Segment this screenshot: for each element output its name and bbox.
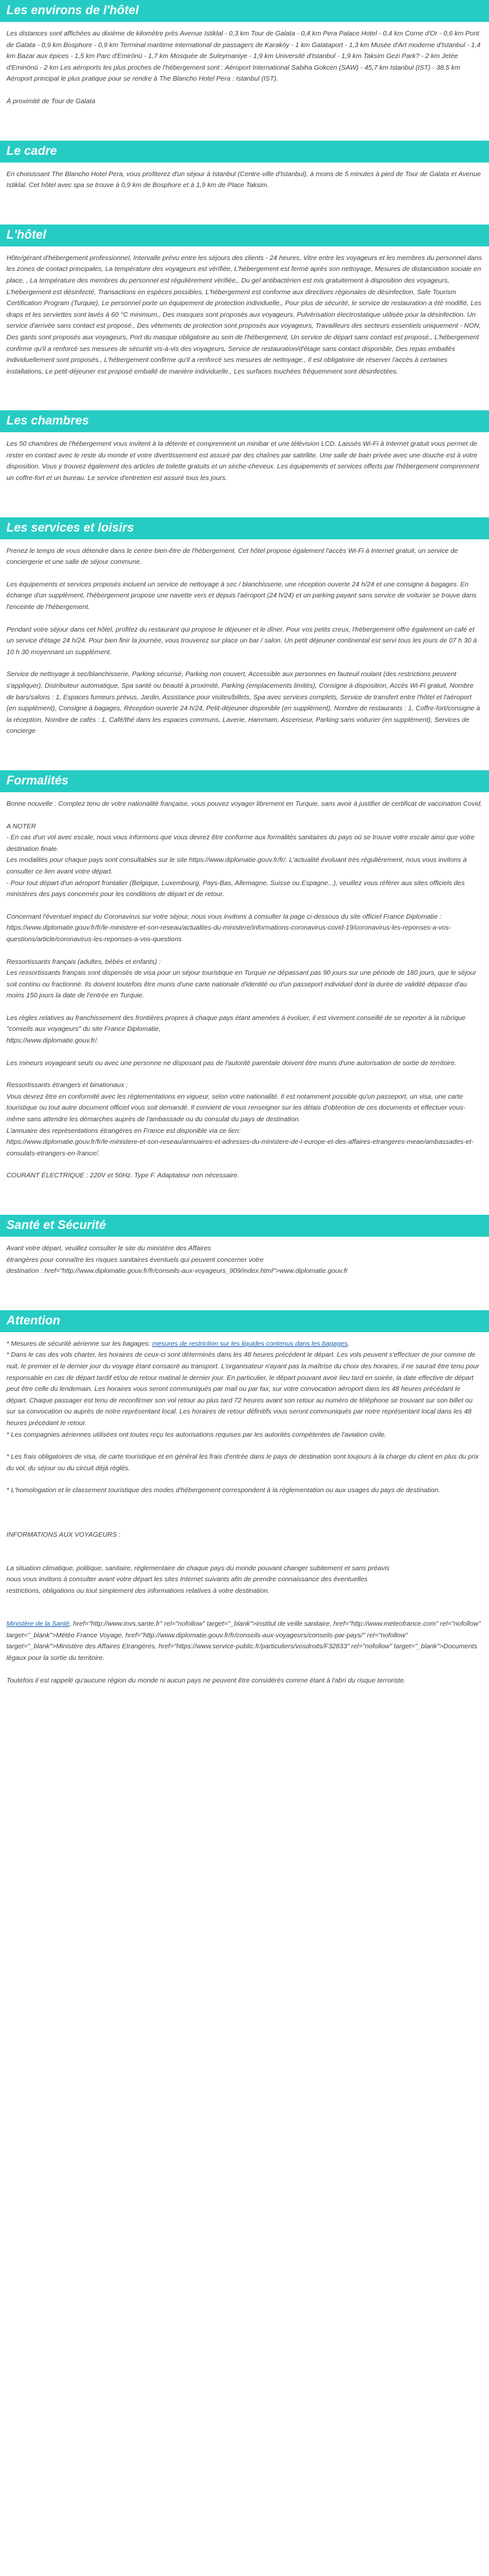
section-heading-attention: Attention — [0, 1310, 489, 1332]
attention-paragraph: INFORMATIONS AUX VOYAGEURS : — [6, 1531, 121, 1539]
section — [0, 225, 489, 411]
section-body — [0, 799, 489, 1182]
section-body — [0, 28, 489, 108]
section — [0, 0, 489, 141]
attention-paragraph — [6, 1339, 483, 1441]
section-paragraph: Les équipements et services proposés incluent un service de nettoyage à sec / blanchisserie, une réception ouverte 24 h/24 et une consigne à bagages. En échange d'un supplément, l'hébergement propose une navette vers et depuis l'aéroport (24 h/24) et un parking payant sans service de voiturier se trouve dans l'enceinte de l'hébergement. — [6, 581, 479, 612]
section-paragraph: Ressortissants français (adultes, bébés et enfants) : Les ressortissants français sont dispensés de visa pour un séjour touristique en Turquie ne dépassant pas 90 jours sur une période de 180 jours, que le séjour soit continu ou fractionné. Ils doivent toutefois être munis d'une carte nationale d'identité ou d'un passeport individuel dont la durée de validité dépasse d'au moins 150 jours la date de l'entrée en Turquie. — [6, 958, 477, 1000]
spacer — [6, 1608, 483, 1619]
section-paragraph: Service de nettoyage à sec/blanchisserie, Parking sécurisé, Parking non couvert, Accessible aux personnes en fauteuil roulant (des restrictions peuvent s'appliquer), Distributeur automatique, Spa santé ou beauté à proximité, Parking (emplacements limités), Consigne à disposition, Accès Wi-Fi gratuit, Nombre de bars/salons : 1, Espaces fumeurs prévus, Jardin, Assistance pour visites/billets, Spa avec services complets, Service de transfert entre l'hôtel et l'aéroport (en supplément), Consigne à bagages, Réception ouverte 24 h/24, Petit-déjeuner disponible (en supplément), Nombre de restaurants : 1, Coffre-fort/consigne à la réception, Nombre de cafés : 1, Café/thé dans les espaces communs, Laverie, Hammam, Ascenseur, Parking sans voiturier (en supplément), Services de concierge — [6, 671, 483, 735]
spacer — [6, 1519, 483, 1530]
section-paragraph: Bonne nouvelle : Comptez tenu de votre nationalité française, vous pouvez voyager librement en Turquie, sans avoir à justifier de certificat de vaccination Covid. — [6, 800, 483, 808]
attention-paragraph — [6, 1619, 483, 1664]
attention-text: . * Dans le cas des vols charter, les horaires de ceux-ci sont déterminés dans les 48 heures précédent le départ. Les vols peuvent s'effectuer de jour comme de nuit, le premier et le dernier jour du voyage étant consacré au transport. L'organisateur n'ayant pas la maîtrise du choix des horaires, il ne saurait être tenu pour responsable en cas de départ tardif et/ou de retour matinal le dernier jour. En particulier, le départ pouvant avoir lieu tard en soirée, la date effective de départ peut être celle du lendemain. Les horaires vous seront communiqués par mail ou par fax, sur votre convocation aéroport dans les 48 heures précédant le départ. Chaque passager est tenu de reconfirmer son vol retour au plus tard 72 heures avant son retour au numéro de téléphone se trouvant sur son billet ou sur sa convocation ou auprès de notre représentant local. Les horaires de retour définitifs vous seront communiqués par notre représentant local dans les 48 heures précédant le retour. * Les compagnies aériennes utilisées ont toutes reçu les autorisations requises par les autorités compétentes de l'aviation civile. — [6, 1340, 479, 1439]
section-paragraph: Les mineurs voyageant seuls ou avec une personne ne disposant pas de l'autorité parentale doivent être munis d'une autorisation de sortie de territoire. — [6, 1059, 457, 1067]
section-body — [0, 1243, 489, 1277]
section-paragraph: Les règles relatives au franchissement des frontières propres à chaque pays étant amenées à évoluer, il est vivement conseillé de se reporter à la rubrique "conseils aux voyageurs" du site France Diplomatie, https://www.diplomatie.gouv.fr/. — [6, 1014, 466, 1045]
attention-paragraph: * Les frais obligatoires de visa, de carte touristique et en général les frais d'entrée dans le pays de destination sont toujours à la charge du client en plus du prix du vol, du séjour ou du circuit déjà réglés. — [6, 1453, 481, 1472]
section — [0, 141, 489, 225]
section-paragraph: Ressortissants étrangers et binationaux : Vous devrez être en conformité avec les réglementations en vigueur, selon votre nationalité. Il est notamment possible qu'un passeport, un visa, une carte touristique ou tout autre document officiel vous soit demandé. Il convient de vous renseigner sur les délais d'obtention de ces documents et effectuer vous-même sans attendre les démarches auprès de l'ambassade ou du consulat du pays de destination. L'annuaire des représentations étrangères en France est disponible via ce lien: https://www.diplomatie.gouv.fr/fr/le-ministere-et-son-reseau/annuaires-et-adresses-du-ministere-de-l-europe-et-des-affaires-etrangeres-meae/ambassades-et-consulats-etrangers-en-france/. — [6, 1082, 474, 1157]
section-paragraph: A NOTER - En cas d'un vol avec escale, nous vous informons que vous devrez être conforme aux formalités sanitaires du pays où se trouve votre escale ainsi que votre destination finale. Les modalités pour chaque pays sont consultables sur le site https://www.diplomatie.gouv.fr/fr/. L'actualité évoluant très régulièrement, nous vous invitons à consulter ce lien avant votre départ. - Pour tout départ d'un aéroport frontalier (Belgique, Luxembourg, Pays-Bas, Allemagne, Suisse ou Espagne...), veuillez vous référer aux sites officiels des ministères des pays concernés pour les conditions de départ et de retour. — [6, 823, 475, 899]
section-heading: L'hôtel — [0, 225, 489, 246]
spacer — [6, 1552, 483, 1563]
attention-text: , href="http://www.invs.sante.fr" rel="nofollow" target="_blank">Institut de veille sanitaire, href="http://www.meteofrance.com" rel="nofollow" target="_blank">Météo France Voyage, href="http://www.diplomatie.gouv.fr/fr/conseils-aux-voyageurs/conseils-par-pays/" rel="nofollow" target="_blank">Ministère des Affaires Etrangères, href="https://www.service-public.fr/particuliers/vosdroits/F32833" rel="nofollow" target="_blank">Documents légaux pour la sortie du territoire. — [6, 1621, 483, 1662]
section-body — [0, 546, 489, 737]
section-paragraph: Les 50 chambres de l'hébergement vous invitent à la détente et comprennent un minibar et une télévision LCD. Laissés Wi-Fi à Internet gratuit vous permet de rester en contact avec le reste du monde et votre divertissement est assuré par des chaînes par satellite. Une salle de bain privée avec une douche est à votre disposition. Vous y trouvez également des articles de toilette gratuits et un sèche-cheveux. Les équipements et services offerts par l'hébergement comprennent un coffre-fort et un bureau. Le service d'entretien est assuré tous les jours. — [6, 441, 481, 483]
section-paragraph: Prenez le temps de vous détendre dans le centre bien-être de l'hébergement. Cet hôtel propose également l'accès Wi-Fi à Internet gratuit, un service de conciergerie et une salle de séjour commune. — [6, 547, 460, 566]
section — [0, 770, 489, 1215]
attention-text: * Mesures de sécurité aérienne sur les bagages: — [6, 1340, 152, 1348]
section-heading: Les services et loisirs — [0, 517, 489, 539]
section-heading: Santé et Sécurité — [0, 1215, 489, 1237]
section-paragraph: À proximité de Tour de Galata — [6, 97, 95, 105]
health-ministry-link[interactable]: Ministère de la Santé — [6, 1621, 70, 1628]
section-heading: Le cadre — [0, 141, 489, 163]
liquids-restriction-link[interactable]: mesures de restriction sur les liquides contenus dans les bagages — [152, 1340, 348, 1348]
section-body — [0, 253, 489, 378]
section — [0, 410, 489, 517]
section-paragraph: COURANT ÉLECTRIQUE : 220V et 50Hz. Type F. Adaptateur non nécessaire. — [6, 1172, 239, 1180]
section-body — [0, 169, 489, 192]
attention-paragraph: Toutefois il est rappelé qu'aucune région du monde ni aucun pays ne peuvent être considérés comme étant à l'abri du risque terroriste. — [6, 1677, 406, 1684]
section-paragraph: En choisissant The Blancho Hotel Pera, vous profiterez d'un séjour à Istanbul (Centre-ville d'Istanbul), à moins de 5 minutes à pied de Tour de Galata et Avenue Istiklal. Cet hôtel avec spa se trouve à 0,9 km de Bosphore et à 1,9 km de Place Taksim. — [6, 170, 483, 190]
section-body-attention — [0, 1339, 489, 1686]
section-heading: Les chambres — [0, 410, 489, 432]
section-paragraph: Pendant votre séjour dans cet hôtel, profitez du restaurant qui propose le déjeuner et le dîner. Pour vos petits creux, l'hébergement offre également un café et un service d'étage 24 h/24. Pour bien finir la journée, vous trouverez sur place un bar / salon. Un petit déjeuner continental est servi tous les jours de 07 h 30 à 10 h 30 moyennant un supplément. — [6, 626, 479, 656]
section — [0, 517, 489, 770]
section-heading: Formalités — [0, 770, 489, 792]
spacer — [6, 1508, 483, 1519]
section-attention — [0, 1310, 489, 1719]
section-heading: Les environs de l'hôtel — [0, 0, 489, 22]
section-paragraph: Hôte/gérant d'hébergement professionnel, Intervalle prévu entre les séjours des clients - 24 heures, Vitre entre les voyageurs et les membres du personnel dans les zones de contact principales, La température des voyageurs est vérifiée, L'hébergement est fermé après son nettoyage, Mesures de distanciation sociale en place, , La température des membres du personnel est régulièrement vérifiée,, Du gel antibactérien est mis gratuitement à disposition des voyageurs, L'hébergement est désinfecté, Transactions en espèces possibles, L'hébergement est conforme aux directives régionales de désinfection, Safe Tourism Certification Program (Turquie), Le personnel porte un équipement de protection individuelle,, Pour plus de sécurité, le service de restauration a été modifié, Les draps et les serviettes sont lavés à 60 °C minimum,, Des masques sont proposés aux voyageurs, Pulvérisation électrostatique utilisée pour la désinfection. Un service d'arrivée sans contact est proposé., Des vêtements de protection sont proposés aux voyageurs, Travailleurs des secteurs essentiels uniquement - NON, Des gants sont proposés aux voyageurs, Port du masque obligatoire au sein de l'hébergement, Un service de départ sans contact est proposé., L'hébergement confirme qu'il a renforcé ses mesures de sécurité vis-à-vis des voyageurs, Service de restauration/d'étage sans contact disponible, Des repas emballés individuellement sont proposés., L'hébergement confirme qu'il a renforcé ses mesures de nettoyage., Il est obligatoire de réserver l'accès à certaines installations, Le petit-déjeuner est proposé emballé de manière individuelle., Les surfaces touchées fréquemment sont désinfectées. — [6, 254, 484, 375]
section — [0, 1215, 489, 1310]
attention-paragraph: * L'homologation et le classement touristique des modes d'hébergement correspondent à la réglementation ou aux usages du pays de destination. — [6, 1487, 441, 1495]
section-paragraph: Concernant l'éventuel impact du Coronavirus sur votre séjour, nous vous invitons à consulter la page ci-dessous du site officiel France Diplomatie : https://www.diplomatie.gouv.fr/fr/le-ministere-et-son-reseau/actualites-du-ministere/informations-coronavirus-covid-19/coronavirus-les-reponses-a-vos-questions/article/coronavirus-les-reponses-a-vos-questions — [6, 913, 452, 943]
section-body — [0, 439, 489, 484]
section-paragraph: Avant votre départ, veuillez consulter le site du ministère des Affaires étrangères pour connaître les risques sanitaires éventuels qui peuvent concerner votre destination : href="http://www.diplomatie.gouv.fr/fr/conseils-aux-voyageurs_909/index.html">www.diplomatie.gouv.fr — [6, 1245, 348, 1275]
section-paragraph: Les distances sont affichées au dixième de kilomètre près Avenue Istiklal - 0,3 km Tour de Galata - 0,4 km Pera Palace Hotel - 0,4 km Corne d'Or - 0,6 km Pont de Galata - 0,9 km Bosphore - 0,9 km Terminal maritime international de passagers de Karaköy - 1 km Galataport - 1,3 km Musée d'Art moderne d'Istanbul - 1,4 km Bazar aux épices - 1,5 km Parc d'Emirönü - 1,7 km Mosquée de Suleymaniye - 1,9 km Université d'Istanbul - 1,9 km Taksim Gezi Park? - 2 km Jetée d'Eminönü - 2 km Les aéroports les plus proches de l'hébergement sont : Aéroport International Sabiha Gokcen (SAW) - 45,7 km Istanbul (IST) - 38,5 km Aéroport principal le plus pratique pour se rendre à The Blancho Hotel Pera : Istanbul (IST). — [6, 30, 483, 83]
attention-paragraph: La situation climatique, politique, sanitaire, réglementaire de chaque pays du monde pouvant changer subitement et sans préavis nous vous invitons à consulter avant votre départ les sites Internet suivants afin de prendre connaissance des éventuelles restrictions, obligations ou tout simplement des informations relatives à votre destination. — [6, 1564, 390, 1595]
